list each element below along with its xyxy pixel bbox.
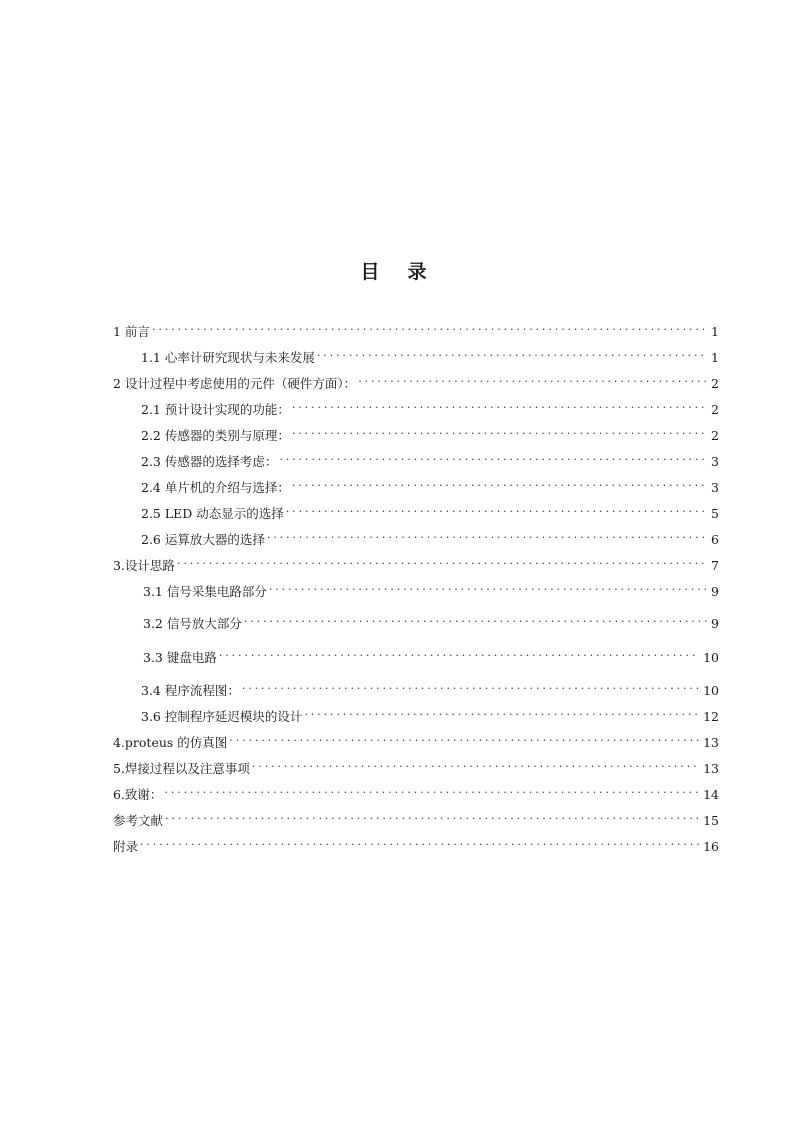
toc-entry-label: 1 前言	[113, 324, 150, 339]
toc-entry-leader	[358, 370, 707, 388]
toc-entry-page: 1	[711, 324, 719, 339]
toc-entry-label: 2.5 LED 动态显示的选择	[141, 506, 284, 521]
toc-entry-label: 2.1 预计设计实现的功能：	[141, 402, 290, 417]
toc-entry[interactable]	[141, 396, 719, 419]
toc-entry-label: 3.设计思路	[113, 558, 175, 573]
toc-entry-leader	[165, 807, 699, 825]
toc-entry-page: 13	[703, 761, 719, 776]
toc-entry-page: 3	[711, 480, 719, 495]
toc-entry-label: 3.6 控制程序延迟模块的设计	[141, 709, 303, 724]
toc-entry-page: 7	[711, 558, 719, 573]
toc-entry-label: 4.proteus 的仿真图	[113, 735, 228, 750]
toc-entry-label: 3.1 信号采集电路部分	[143, 584, 267, 599]
toc-entry-leader	[286, 500, 707, 518]
toc-entry-page: 6	[711, 532, 719, 547]
toc-entry-page: 1	[711, 350, 719, 365]
toc-entry-label: 5.焊接过程以及注意事项	[113, 761, 250, 776]
toc-entry-leader	[177, 552, 707, 570]
toc-entry-page: 5	[711, 506, 719, 521]
toc-entry-label: 3.4 程序流程图：	[141, 683, 240, 698]
toc-entry-label: 2.3 传感器的选择考虑：	[141, 454, 278, 469]
toc-entry-label: 2.6 运算放大器的选择	[141, 532, 265, 547]
toc-entry-label: 2.2 传感器的类别与原理：	[141, 428, 290, 443]
toc-entry[interactable]	[113, 370, 719, 393]
toc-entry-label: 2 设计过程中考虑使用的元件（硬件方面）：	[113, 376, 357, 391]
toc-entry-leader	[292, 474, 707, 492]
toc-entry[interactable]	[141, 474, 719, 497]
toc-entry[interactable]	[143, 610, 719, 633]
toc-entry-leader	[317, 344, 707, 362]
toc-entry[interactable]	[141, 526, 719, 549]
toc-entry-page: 2	[711, 428, 719, 443]
toc-entry[interactable]	[141, 448, 719, 471]
toc-entry-page: 3	[711, 454, 719, 469]
toc-entry[interactable]	[113, 318, 719, 341]
toc-entry-page: 2	[711, 376, 719, 391]
toc-entry-label: 附录	[113, 839, 139, 854]
toc-entry-page: 14	[703, 787, 719, 802]
toc-entry-leader	[269, 578, 707, 596]
toc-entry-page: 13	[703, 735, 719, 750]
toc-entry[interactable]	[113, 552, 719, 575]
toc-entry-leader	[229, 729, 699, 747]
toc-entry-label: 6.致谢：	[113, 787, 163, 802]
toc-entry[interactable]	[143, 578, 719, 601]
toc-entry-leader	[279, 448, 707, 466]
toc-entry[interactable]	[141, 422, 719, 445]
toc-entry-leader	[152, 318, 707, 336]
toc-entry-leader	[140, 833, 699, 851]
toc-entry-leader	[304, 703, 699, 721]
toc-entry[interactable]	[113, 807, 719, 830]
toc-entry[interactable]	[113, 755, 719, 778]
toc-entry-leader	[219, 644, 699, 662]
toc-entry-leader	[164, 781, 699, 799]
toc-entry-leader	[267, 526, 707, 544]
toc-entry-leader	[244, 610, 707, 628]
toc-entry-label: 1.1 心率计研究现状与未来发展	[141, 350, 315, 365]
toc-entry[interactable]	[143, 644, 719, 667]
toc-entry-leader	[292, 396, 707, 414]
toc-entry-page: 9	[711, 584, 719, 599]
toc-entry-label: 参考文献	[113, 813, 164, 828]
toc-entry-label: 2.4 单片机的介绍与选择：	[141, 480, 290, 495]
toc-entry-leader	[252, 755, 699, 773]
toc-entry[interactable]	[141, 344, 719, 367]
toc-entry-page: 9	[711, 616, 719, 631]
toc-entry[interactable]	[141, 677, 719, 700]
toc-title-char-1: 目	[360, 261, 386, 283]
toc-entry-label: 3.3 键盘电路	[143, 650, 217, 665]
toc-title-char-2: 录	[407, 261, 433, 283]
toc-entry-page: 15	[703, 813, 719, 828]
toc-entry[interactable]	[141, 703, 719, 726]
toc-entry-page: 10	[703, 683, 719, 698]
toc-entry-page: 12	[703, 709, 719, 724]
toc-entry[interactable]	[113, 833, 719, 856]
toc-entry-page: 16	[703, 839, 719, 854]
toc-entry-leader	[292, 422, 707, 440]
toc-entry-page: 10	[703, 650, 719, 665]
toc-entry-label: 3.2 信号放大部分	[143, 616, 242, 631]
toc-entry-page: 2	[711, 402, 719, 417]
toc-entry-leader	[242, 677, 699, 695]
toc-entry[interactable]	[113, 729, 719, 752]
toc-entry[interactable]	[141, 500, 719, 523]
toc-entry[interactable]	[113, 781, 719, 804]
